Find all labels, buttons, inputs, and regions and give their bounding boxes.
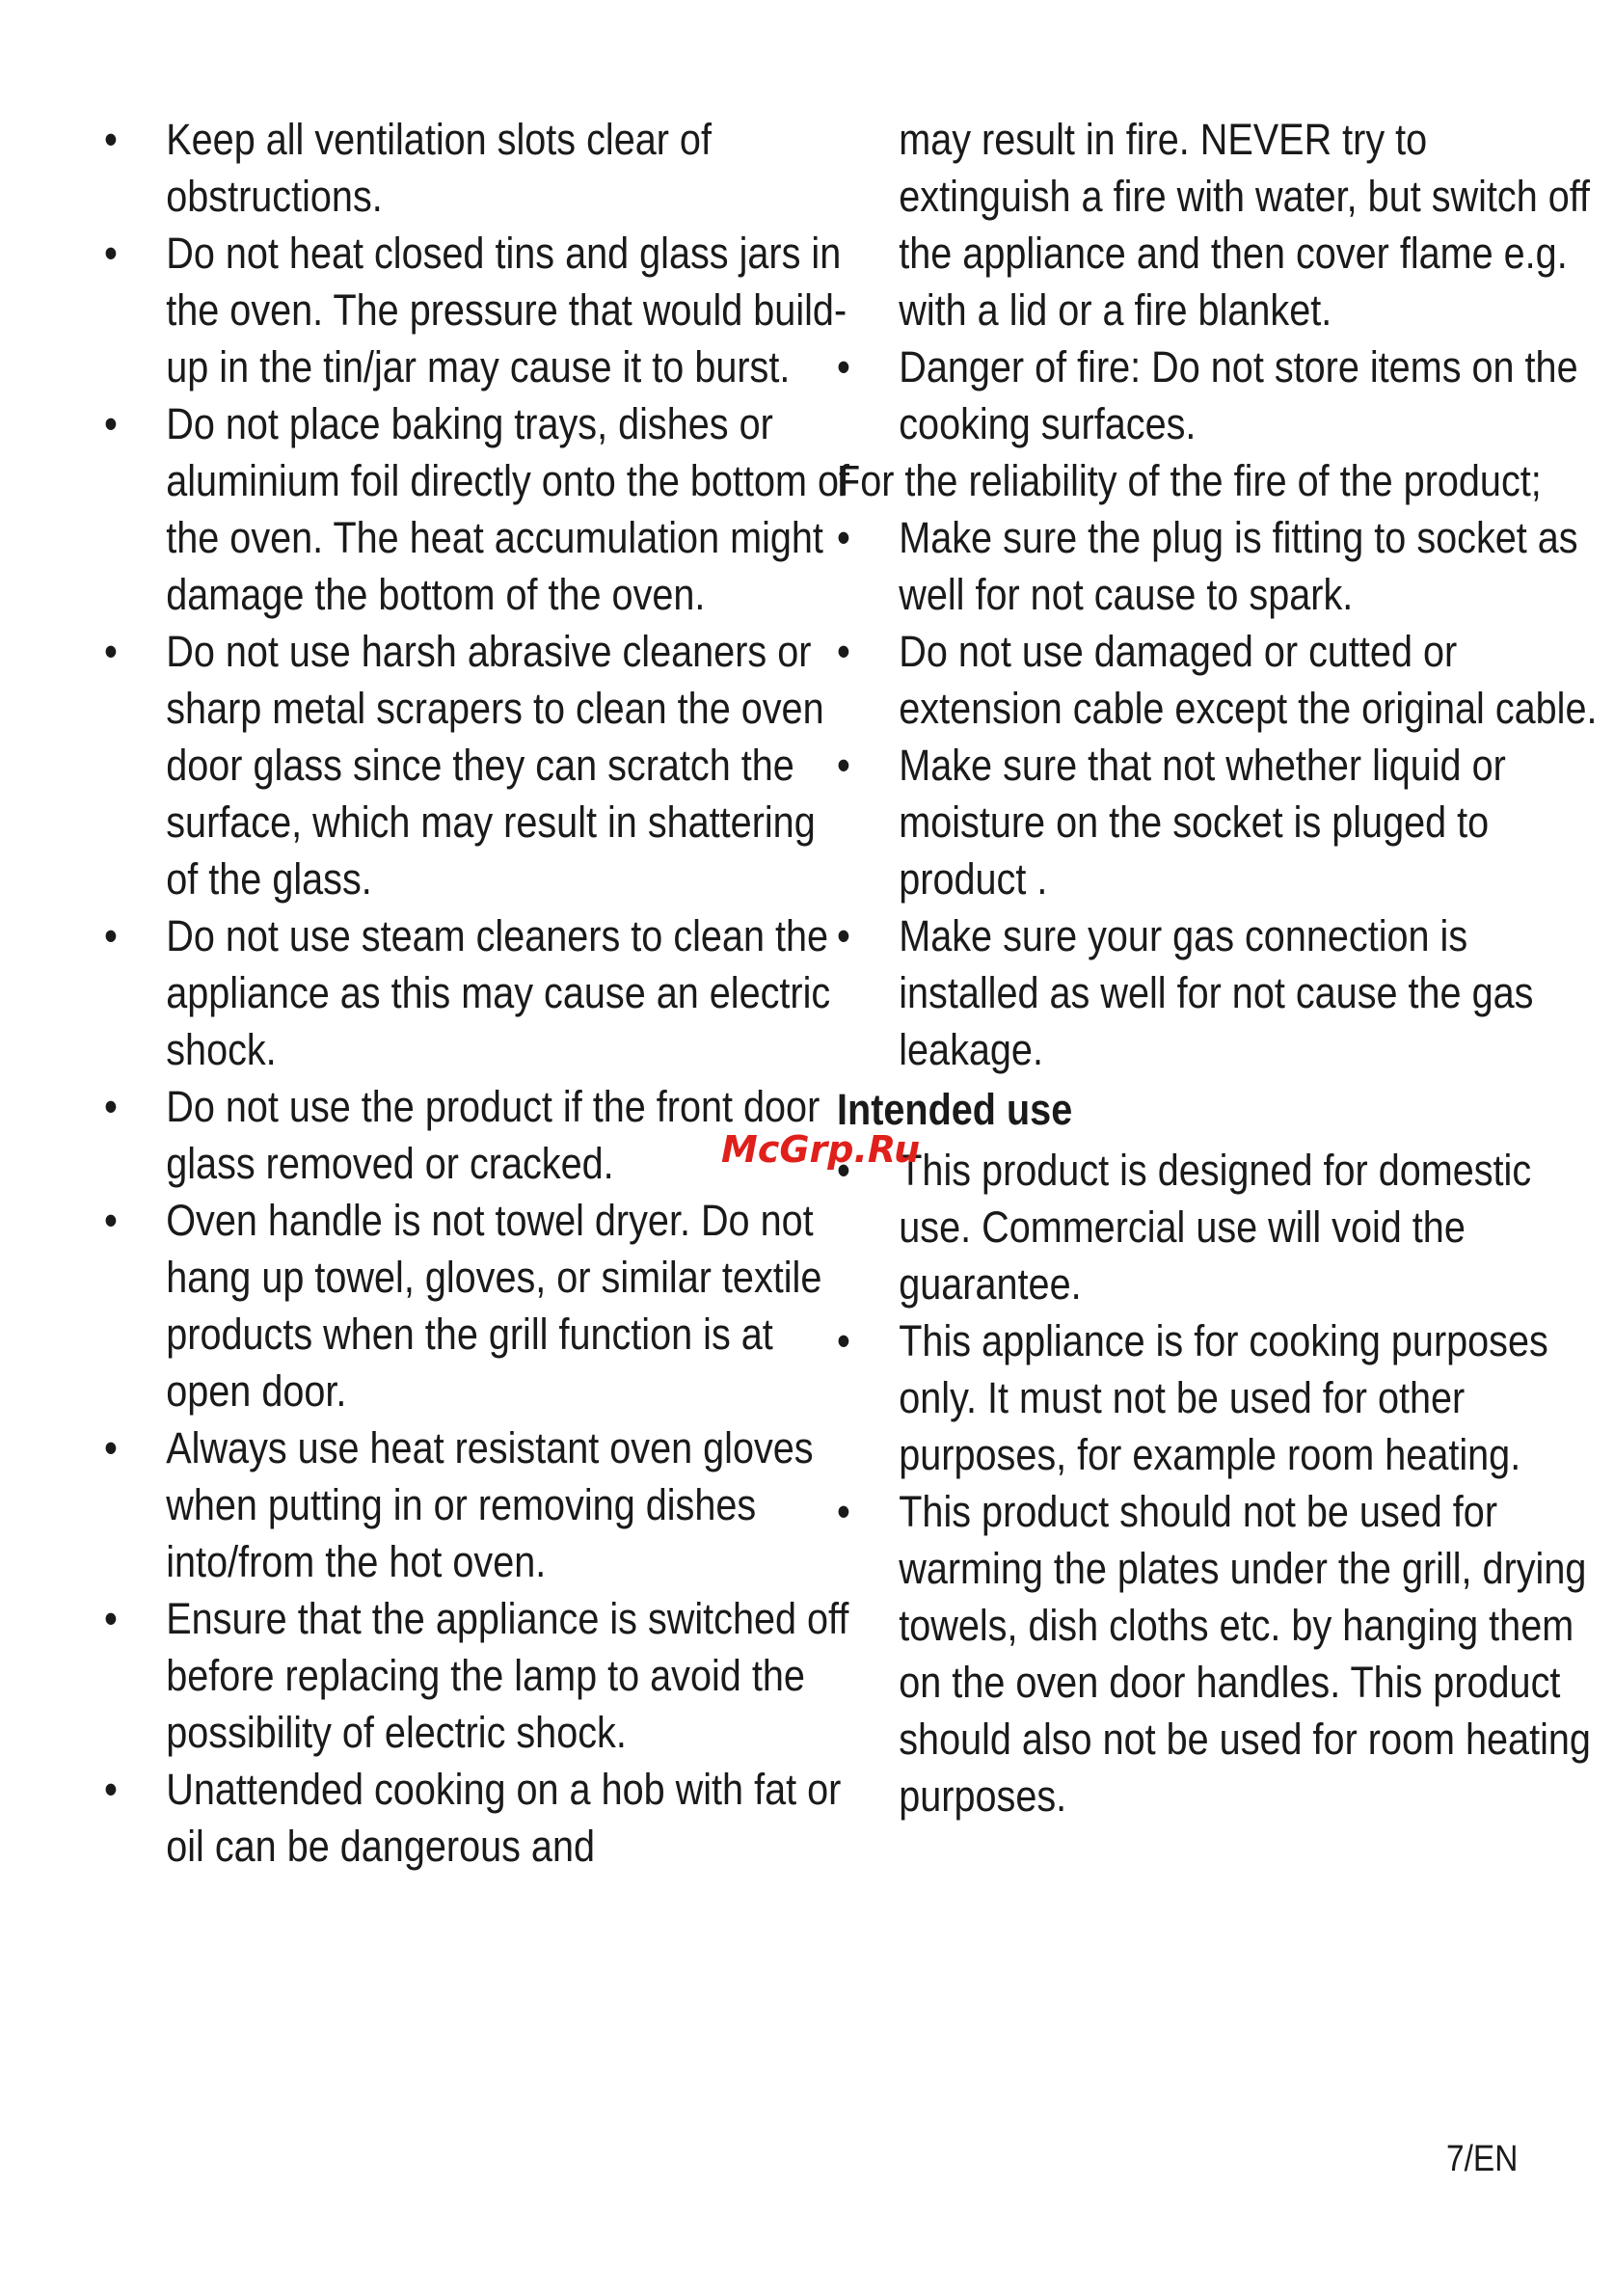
list-item: • Danger of fire: Do not store items on the cooking surfaces. <box>837 338 1608 452</box>
list-item: • Do not heat closed tins and glass jars in the oven. The pressure that would build-up in the tin/jar may cause it to burst. <box>104 225 856 395</box>
section-heading-intended-use: Intended use <box>837 1085 1073 1134</box>
list-item: • Make sure your gas connection is installed as well for not cause the gas leakage. <box>837 907 1608 1078</box>
intended-use-bullet-list <box>837 1142 1591 1824</box>
list-item: • Ensure that the appliance is switched off before replacing the lamp to avoid the possibility of electric shock. <box>104 1590 856 1761</box>
list-item: • This appliance is for cooking purposes only. It must not be used for other purposes, for example room heating. <box>837 1312 1608 1483</box>
right-column <box>837 111 1598 1824</box>
list-item: • Do not use damaged or cutted or extension cable except the original cable. <box>837 623 1608 737</box>
list-item: • This product is designed for domestic use. Commercial use will void the guarantee. <box>837 1142 1608 1312</box>
list-item: • Do not use steam cleaners to clean the appliance as this may cause an electric shock. <box>104 907 856 1078</box>
watermark: McGrp.Ru <box>721 1128 921 1171</box>
continued-text: may result in fire. NEVER try to extinguish a fire with water, but switch off the appliance and then cover flame e.g. with a lid or a fire blanket. <box>899 115 1591 335</box>
reliability-bullet-list <box>837 509 1598 1078</box>
reliability-intro: For the reliability of the fire of the product; <box>837 456 1542 505</box>
list-item: • Make sure that not whether liquid or moisture on the socket is pluged to product . <box>837 737 1608 907</box>
list-item: • Do not place baking trays, dishes or aluminium foil directly onto the bottom of the oven. The heat accumulation might damage the bottom of the oven. <box>104 395 856 623</box>
list-item: • Unattended cooking on a hob with fat or oil can be dangerous and <box>104 1761 856 1875</box>
list-item: • Make sure the plug is fitting to socket as well for not cause to spark. <box>837 509 1608 623</box>
list-item: • Oven handle is not towel dryer. Do not hang up towel, gloves, or similar textile products when the grill function is at open door. <box>104 1192 856 1419</box>
list-item: • Do not use the product if the front door glass removed or cracked. <box>104 1078 856 1192</box>
list-item: • Do not use harsh abrasive cleaners or sharp metal scrapers to clean the oven door glass since they can scratch the surface, which may result in shattering of the glass. <box>104 623 856 907</box>
fire-bullet-list <box>837 338 1578 452</box>
list-item: • Always use heat resistant oven gloves when putting in or removing dishes into/from the hot oven. <box>104 1419 856 1590</box>
list-item: • This product should not be used for warming the plates under the grill, drying towels, dish cloths etc. by hanging them on the oven door handles. This product should also not be used for room heating purposes. <box>837 1483 1608 1824</box>
list-item: • Keep all ventilation slots clear of obstructions. <box>104 111 856 225</box>
page-number: 7/EN <box>1446 2139 1519 2179</box>
